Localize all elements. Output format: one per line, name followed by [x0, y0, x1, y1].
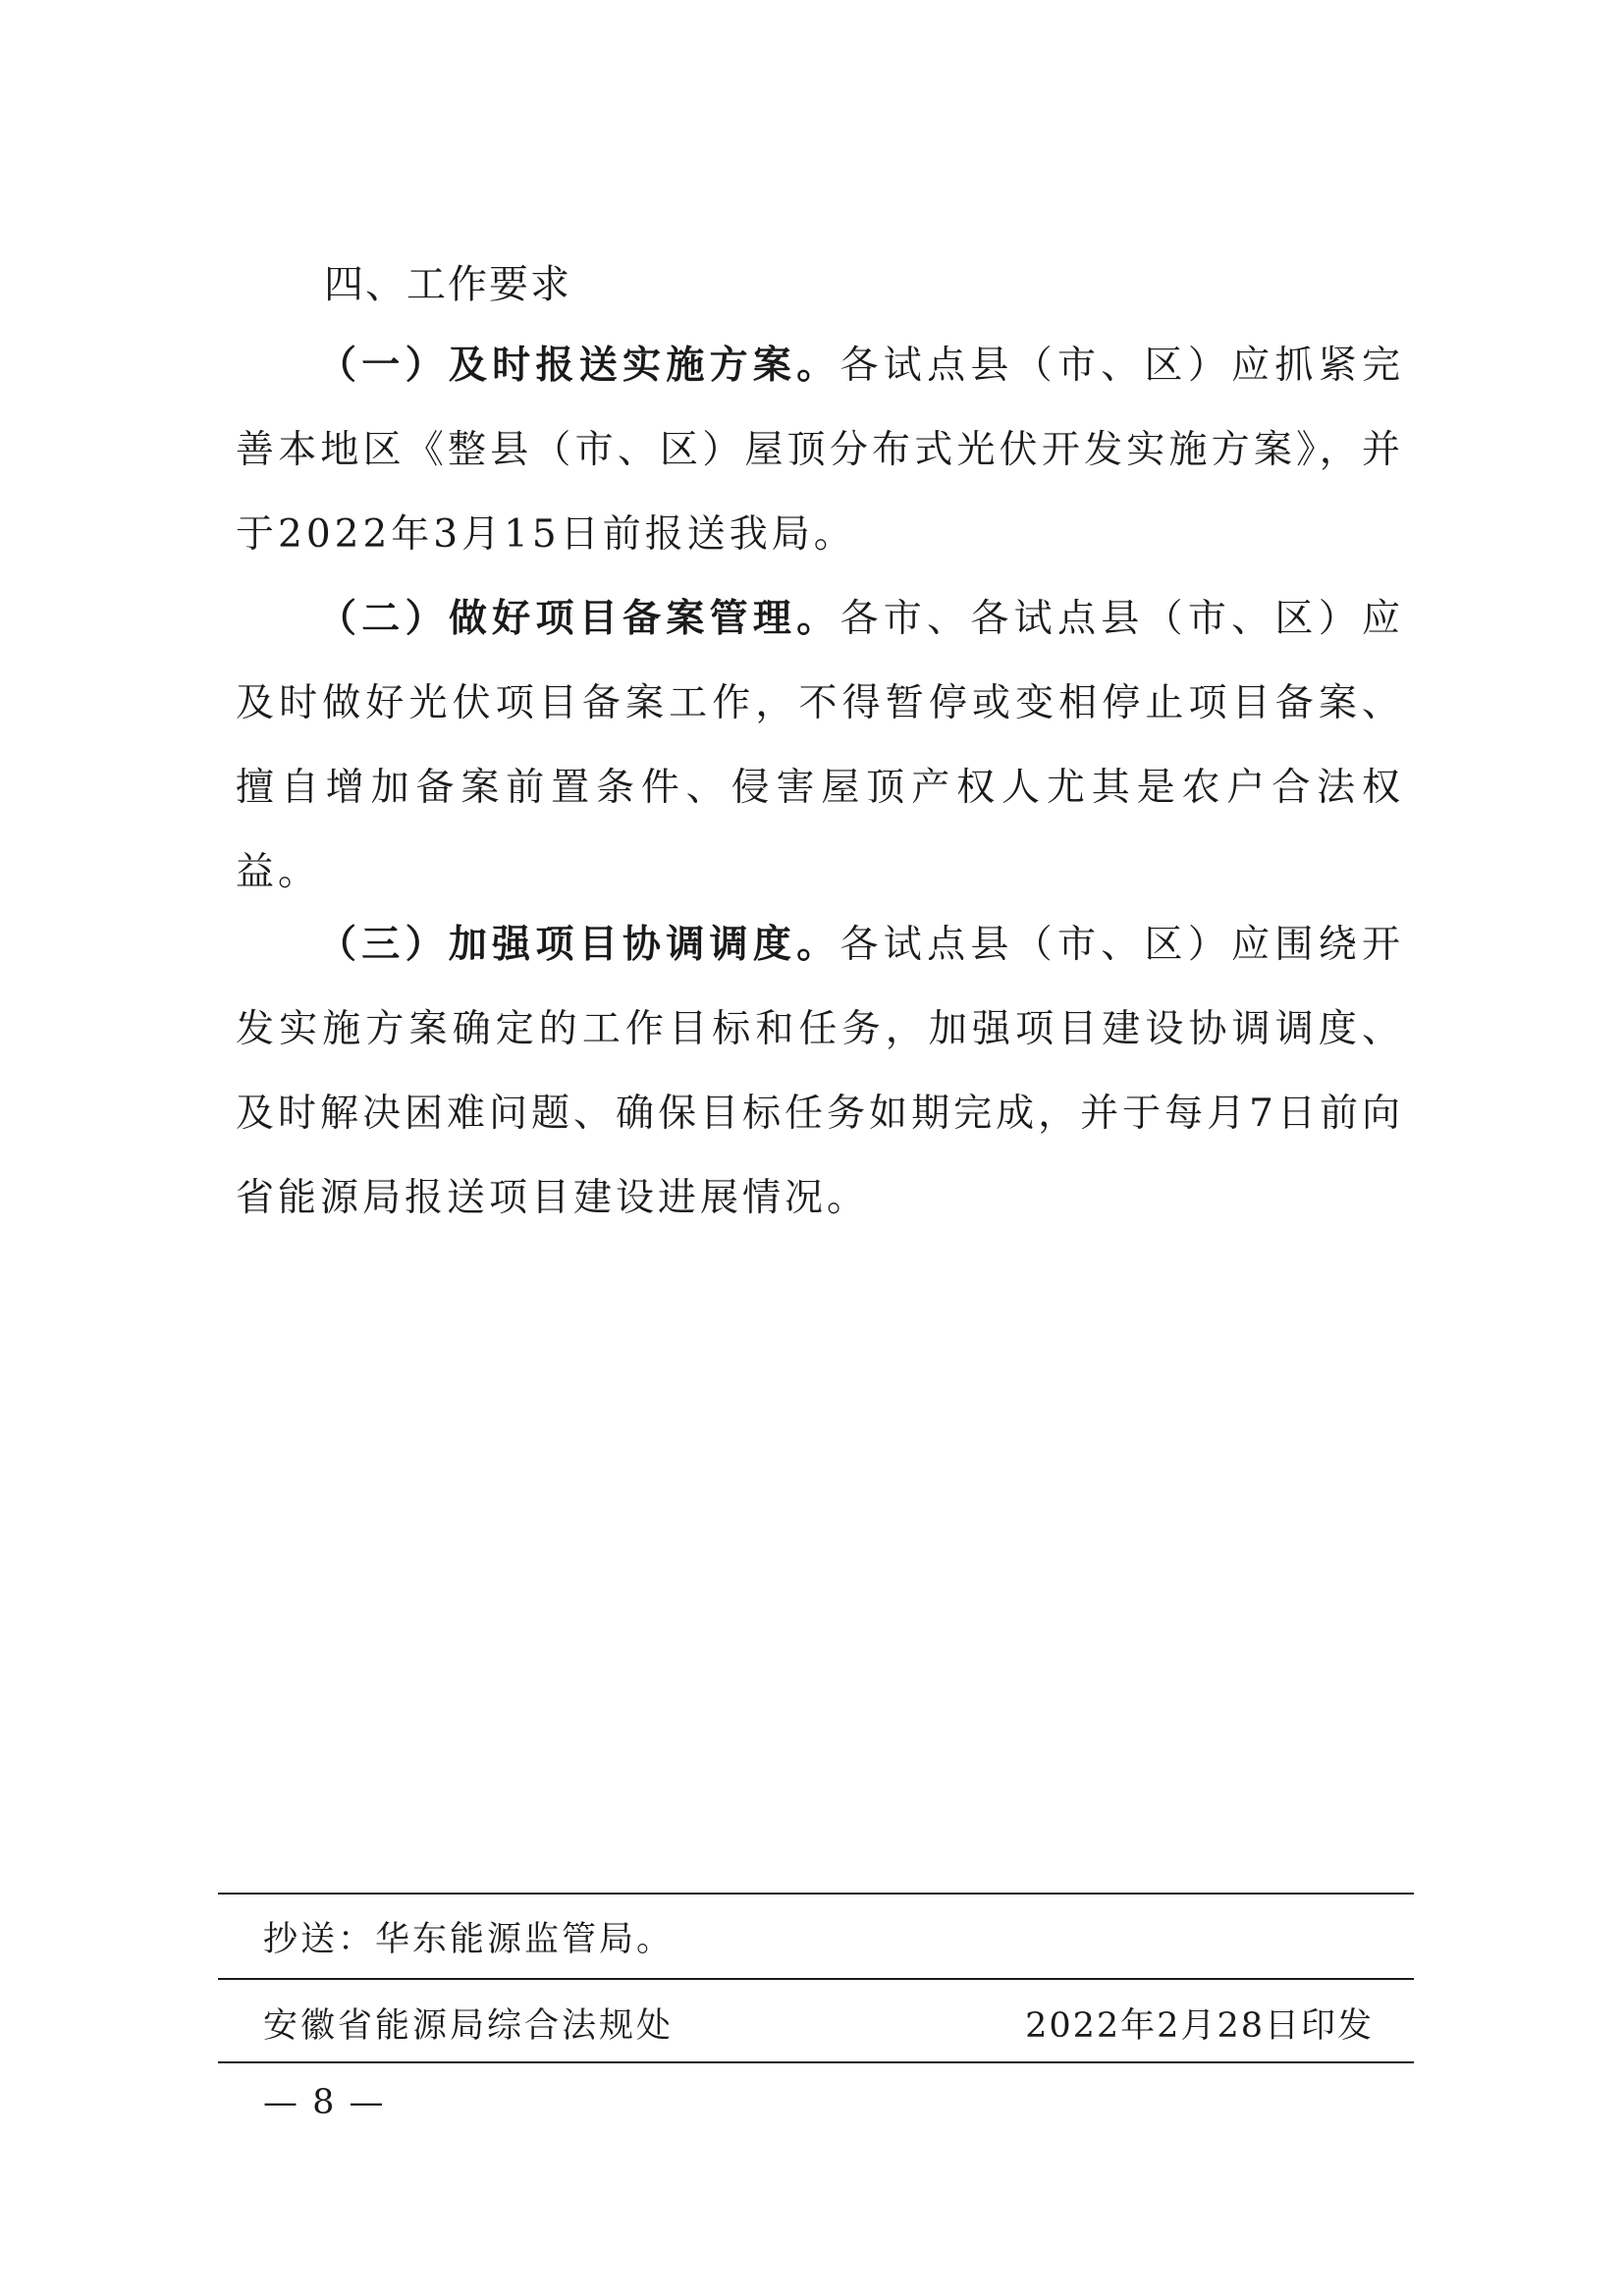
paragraph-text: 各市、各试点县（市、区）应及时做好光伏项目备案工作，不得暂停或变相停止项目备案、擅自增加备案前置条件、侵害屋顶产权人尤其是农户合法权益。 [236, 597, 1404, 894]
paragraph-text: 各试点县（市、区）应抓紧完善本地区《整县（市、区）屋顶分布式光伏开发实施方案》，并于2022年3月15日前报送我局。 [236, 344, 1404, 557]
paragraph-filing-management [236, 577, 1404, 915]
issue-date: 2022年2月28日印发 [1025, 2006, 1374, 2046]
divider-top [218, 1893, 1414, 1895]
paragraph-lead: （二）做好项目备案管理。 [318, 597, 840, 641]
paragraph-submit-plan [236, 324, 1404, 577]
issuing-office: 安徽省能源局综合法规处 [263, 2006, 675, 2046]
divider-middle [218, 1978, 1414, 1980]
page-number: — 8 — [263, 2083, 386, 2122]
divider-bottom [218, 2061, 1414, 2063]
paragraph-lead: （三）加强项目协调调度。 [318, 923, 840, 967]
paragraph-coordination [236, 903, 1404, 1241]
paragraph-text: 各试点县（市、区）应围绕开发实施方案确定的工作目标和任务，加强项目建设协调调度、及时解决困难问题、确保目标任务如期完成，并于每月7日前向省能源局报送项目建设进展情况。 [236, 923, 1404, 1220]
paragraph-lead: （一）及时报送实施方案。 [318, 344, 840, 388]
cc-line: 抄送：华东能源监管局。 [263, 1920, 675, 1959]
section-heading: 四、工作要求 [324, 262, 571, 307]
